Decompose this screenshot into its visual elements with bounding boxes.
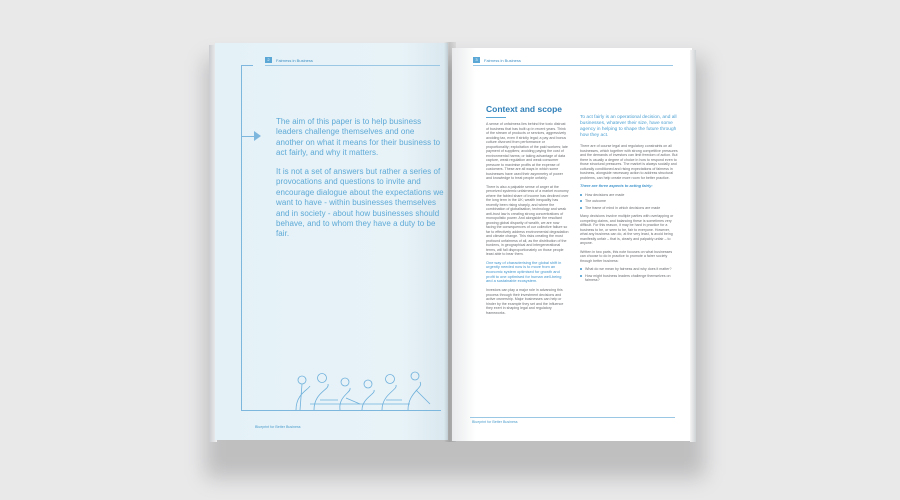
right-page-footer: Blueprint for Better Business	[472, 420, 518, 424]
body-paragraph: Investors can play a major role in advancing this process through their investment decisions and active ownership. Major businesses can help or hinder by the example they set and the influence they exert in shaping legal and regulatory frameworks.	[486, 288, 564, 315]
left-page-header	[265, 57, 313, 63]
running-title: Fairness in Business	[276, 57, 313, 63]
frame-line-top	[241, 65, 253, 66]
body-paragraph: There is also a palpable sense of anger at the perceived systemic unfairness of a market economy where the fabled share of income has declined over the long term in the UK; wealth inequality has recently been rising sharply, and where the combination of globalisation, technology and weak anti-trust law is creating strong concentrations of monopolistic power. And alongside the resultant growing global disparity of wealth, we are now facing the consequences of our collective failure so far to effectively address environmental degradation and climate change. This risks creating the most profound unfairness of all, as the distribution of the burdens, in geographical and intergenerational terms, will fall disproportionately on those people least able to bear them.	[486, 184, 569, 256]
highlight-paragraph: One way of characterising the global shift in urgently needed now is to move from an economic system optimised for growth and profit to one optimised for human well-being and a sustainable ecosystem.	[486, 259, 562, 284]
frame-line-arrow	[241, 136, 255, 137]
aspects-list	[580, 193, 678, 211]
questions-list	[580, 267, 678, 283]
header-rule	[473, 65, 673, 66]
right-page-header	[473, 57, 521, 63]
page-number: 3	[473, 57, 480, 63]
page-number: 2	[265, 57, 272, 63]
body-paragraph: A sense of unfairness lies behind the toxic distrust of business that has built up in recent years. Think of the stream of products or services, aggressively avoiding tax, even if strictly legal; a pay and bonus culture divorced from performance or proportionality; exploitation of the paid workers; late payment of suppliers; avoiding paying the cost of environmental harms; or taking advantage of data capture, weak regulation and weak consumer pressure to maximise profits at the expense of customers. These are all ways in which some businesses have used their asymmetry of power and knowledge to treat people unfairly.	[486, 122, 568, 180]
list-item: The frame of mind in which decisions are made	[580, 206, 678, 211]
frame-line-vertical	[241, 65, 242, 410]
section-heading: Context and scope	[486, 104, 563, 114]
aspects-heading: There are three aspects to acting fairly:	[580, 183, 653, 188]
list-item: How decisions are made	[580, 193, 678, 198]
body-paragraph: Written in two parts, this note focuses on what businesses can choose to do in practice to promote a fairer society through better business:	[580, 249, 673, 263]
right-page-edge	[690, 50, 696, 442]
quote-paragraph-2: It is not a set of answers but rather a series of provocations and questions to invite and encourage dialogue about the expectations we want to have - within businesses themselves and in society - about how businesses should behave, and to whom they have a duty to be fair.	[276, 167, 444, 239]
arrow-icon	[254, 131, 261, 141]
body-paragraph: Many decisions involve multiple parties with overlapping or competing claims, and balancing these is sometimes very difficult. For this reason, it may be hard in practice for a business to be, or seen to be, fair to everyone. However, what any business can do, at the very least, is avoid being manifestly unfair – that is, clearly and palpably unfair – to anyone.	[580, 214, 674, 245]
list-item: The outcome	[580, 199, 678, 204]
running-title: Fairness in Business	[484, 57, 521, 63]
footer-rule	[470, 417, 675, 418]
body-paragraph: There are of course legal and regulatory constraints on all businesses, which together with strong competitive pressures and the demands of investors can limit freedom of action. But there is usually a degree of choice in how to respond even to those structural pressures. The market is always socially and culturally conditioned and rising expectations of fairness in business, alongside necessary action to address structural problems, can help create more room for better practice.	[580, 144, 678, 180]
heading-rule	[486, 117, 506, 118]
list-item: How might business leaders challenge themselves on fairness?	[580, 274, 678, 283]
text-column-1	[486, 122, 569, 319]
header-rule	[265, 65, 440, 66]
text-column-2	[580, 115, 678, 287]
left-page-footer: Blueprint for Better Business	[255, 425, 301, 429]
people-line-illustration	[290, 370, 440, 416]
list-item: What do we mean by fairness and why does it matter?	[580, 267, 678, 272]
quote-paragraph-1: The aim of this paper is to help business leaders challenge themselves and one another on what it means for their business to act fairly, and why it matters.	[276, 117, 441, 158]
lead-paragraph: To act fairly is an operational decision, and all businesses, whatever their size, have some agency in helping to shape the future through how they act.	[580, 115, 677, 138]
